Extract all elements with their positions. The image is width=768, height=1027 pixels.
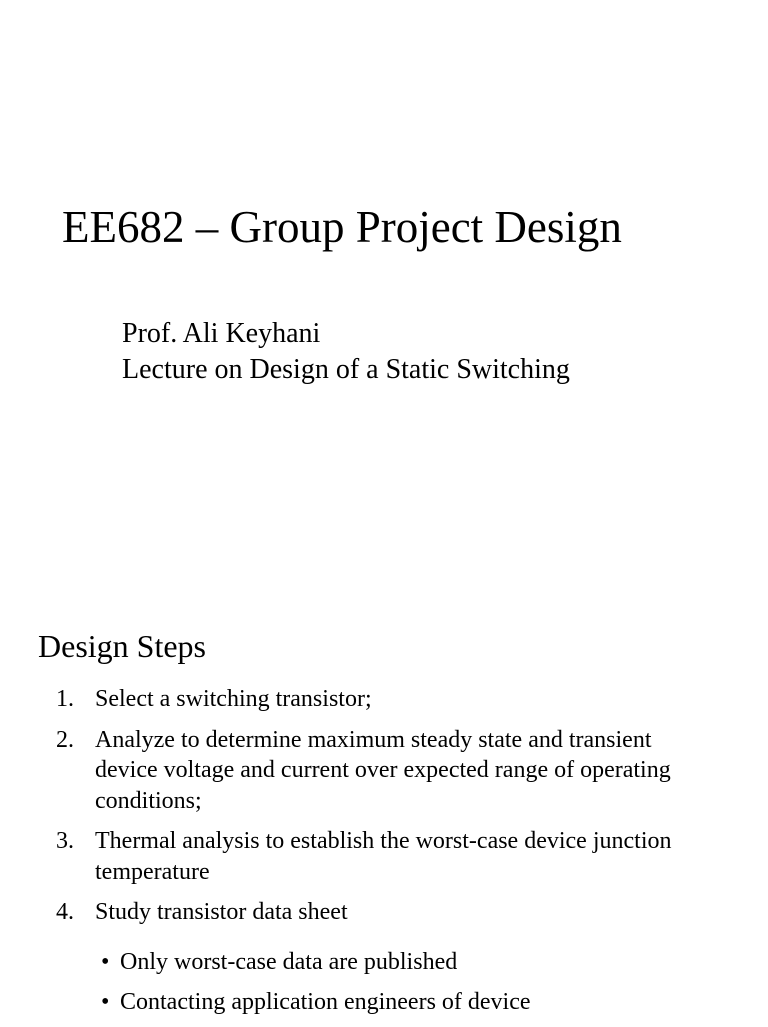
step-item-2: [0, 725, 768, 817]
author-line: Prof. Ali Keyhani: [122, 318, 321, 349]
step-text: Study transistor data sheet: [95, 899, 348, 925]
bullet-glyph: •: [101, 989, 110, 1015]
sub-bullet-text: Contacting application engineers of device: [120, 989, 531, 1015]
step-number: 3.: [56, 828, 74, 854]
step-text: Thermal analysis to establish the worst-case device junction temperature: [95, 828, 672, 885]
subtitle-block: [122, 316, 570, 388]
step-number: 4.: [56, 899, 74, 925]
step-number: 1.: [56, 686, 74, 712]
section-heading: Design Steps: [38, 628, 206, 664]
step-text: Analyze to determine maximum steady state and transient device voltage and current over expected range of operating conditions;: [95, 726, 671, 814]
sub-bullet-item: [0, 987, 768, 1017]
sub-bullet-text: Only worst-case data are published: [120, 949, 458, 975]
step-item-4: [0, 897, 768, 928]
slide-title: EE682 – Group Project Design: [62, 202, 622, 252]
step-text: Select a switching transistor;: [95, 686, 372, 712]
lecture-line: Lecture on Design of a Static Switching: [122, 354, 570, 385]
bullet-glyph: •: [101, 949, 110, 975]
data-sheet-sub-bullets: [0, 947, 768, 1027]
step-item-3: [0, 826, 768, 887]
sub-bullet-item: [0, 947, 768, 977]
step-item-1: [0, 684, 768, 715]
design-steps-list: [0, 684, 768, 938]
step-number: 2.: [56, 726, 74, 753]
